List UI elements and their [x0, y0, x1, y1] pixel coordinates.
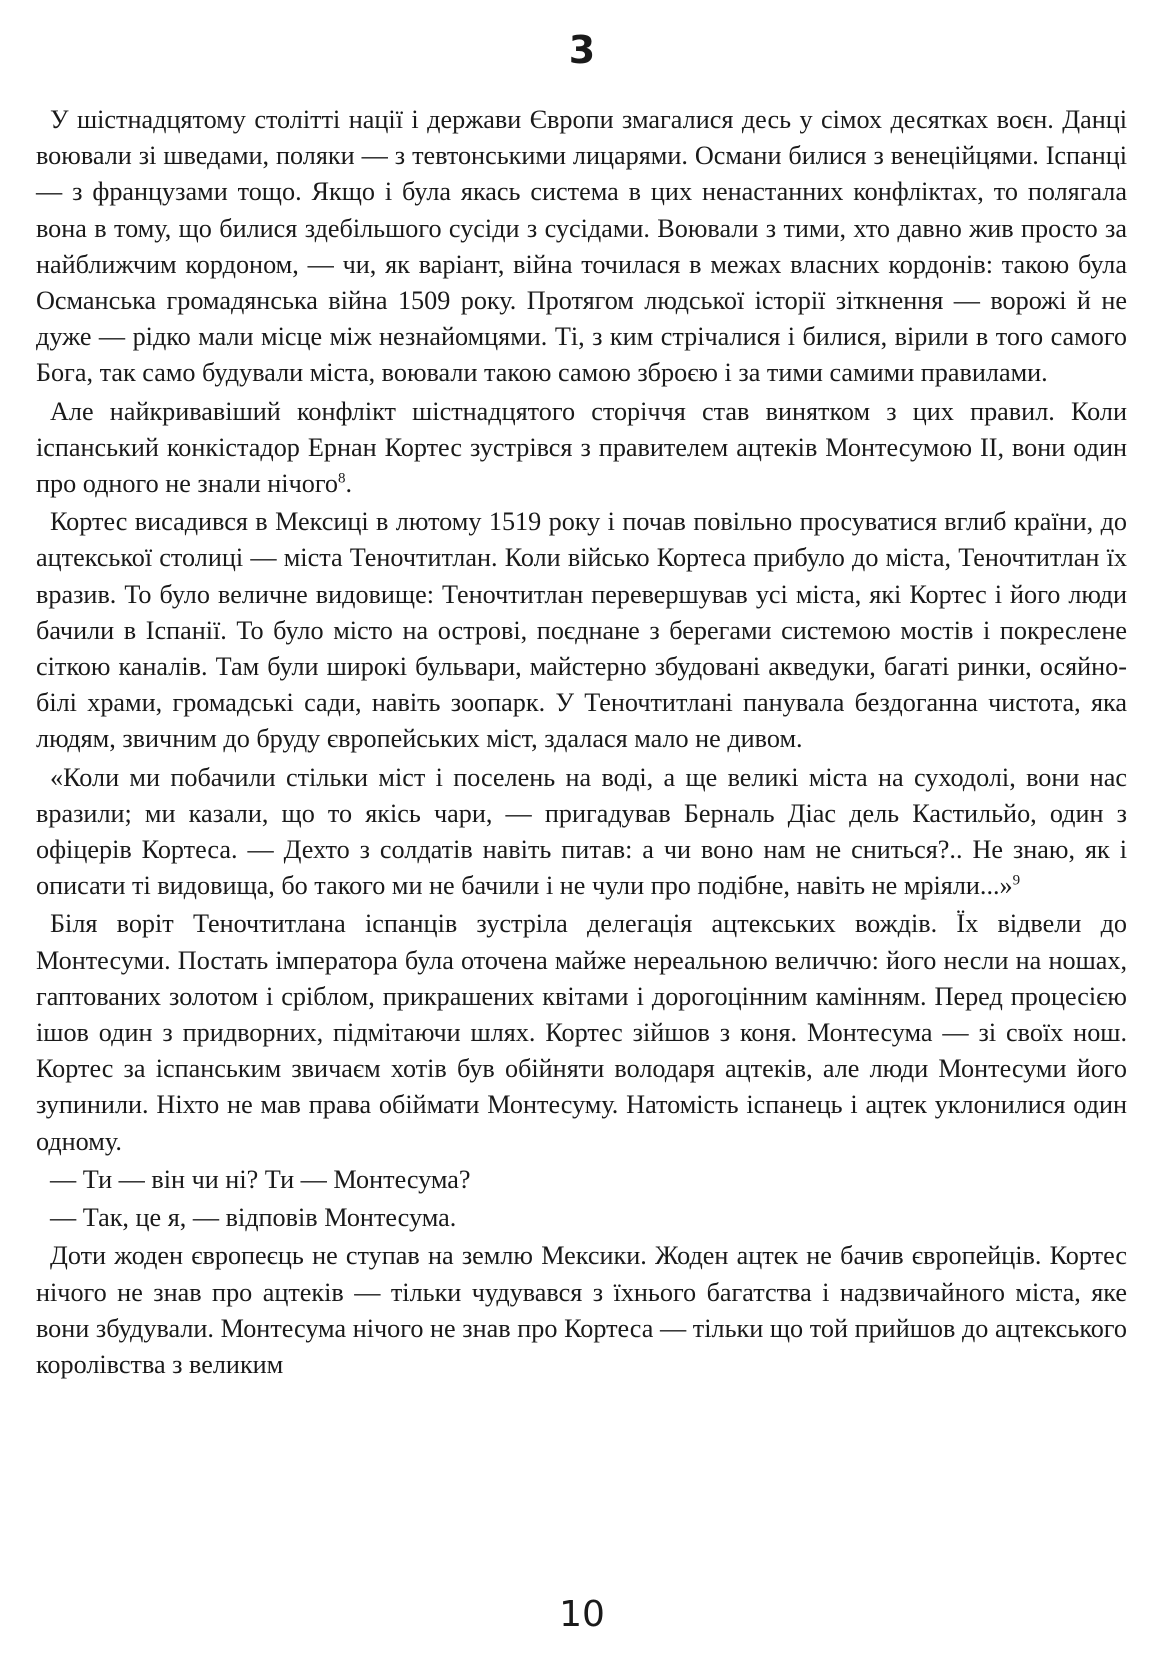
quote-paragraph: [36, 760, 1127, 905]
paragraph: [36, 394, 1127, 503]
paragraph: [36, 906, 1127, 1159]
paragraph: [36, 504, 1127, 757]
footnote-marker: 8: [338, 470, 346, 487]
paragraph-text: У шістнадцятому столітті нації і держави Європи змагалися десь у сімох десятках воєн. Данці воювали зі шведами, поляки — з тевтонськими лицарями. Османи билися з венеційцями. Іспанці — з французами тощо. Якщо і була якась система в цих ненастанних конфліктах, то полягала вона в тому, що билися здебільшого сусіди з сусідами. Воювали з тими, хто давно жив просто за найближчим кордоном, — чи, як варіант, війна точилася в межах власних кордонів: такою була Османська громадянська війна 1509 року. Протягом людської історії зіткнення — ворожі й не дуже — рідко мали місце між незнайомцями. Ті, з ким стрічалися і билися, вірили в того самого Бога, так само будували міста, воювали такою самою зброєю і за тими самими правилами.: [36, 105, 1127, 388]
paragraph: [36, 102, 1127, 392]
paragraph-text-end: .: [345, 469, 353, 499]
chapter-number: 3: [568, 28, 596, 72]
dialogue-line: [36, 1162, 1127, 1198]
text-body: [36, 102, 1127, 1385]
paragraph-text: — Ти — він чи ні? Ти — Монтесума?: [50, 1164, 471, 1194]
paragraph-text: Біля воріт Теночтитлана іспанців зустріла делегація ацтекських вождів. Їх відвели до Монтесуми. Постать імператора була оточена майже нереальною величчю: його несли на ношах, гаптованих золотом і сріблом, прикрашених квітами і дорогоцінним камінням. Перед процесією ішов один з придворних, підмітаючи шлях. Кортес зійшов з коня. Монтесума — зі своїх нош. Кортес за іспанським звичаєм хотів був обійняти володаря ацтеків, але люди Монтесуми його зупинили. Ніхто не мав права обіймати Монтесуму. Натомість іспанець і ацтек уклонилися один одному.: [36, 909, 1127, 1156]
footnote-marker: 9: [1012, 872, 1021, 889]
paragraph-text: «Коли ми побачили стільки міст і поселень на воді, а ще великі міста на суходолі, вони нас вразили; ми казали, що то якісь чари, — пригадував Берналь Діас дель Кастильйо, один з офіцерів Кортеса. — Дехто з солдатів навіть питав: а чи воно нам не сниться?.. Не знаю, як і описати ті видовища, бо такого ми не бачили і не чули про подібне, навіть не мріяли...»: [36, 762, 1127, 901]
paragraph-text: Кортес висадився в Мексиці в лютому 1519 року і почав повільно просуватися вглиб країни, до ацтекської столиці — міста Теночтитлан. Коли військо Кортеса прибуло до міста, Теночтитлан їх вразив. То було величне видовище: Теночтитлан перевершував усі міста, які Кортес і його люди бачили в Іспанії. То було місто на острові, поєднане з берегами системою мостів і покреслене сіткою каналів. Там були широкі бульвари, майстерно збудовані акведуки, багаті ринки, осяйно-білі храми, громадські сади, навіть зоопарк. У Теночтитлані панувала бездоганна чистота, яка людям, звичним до бруду європейських міст, здалася мало не дивом.: [36, 507, 1127, 754]
paragraph-text: Доти жоден європеєць не ступав на землю Мексики. Жоден ацтек не бачив європейців. Кортес нічого не знав про ацтеків — тільки чудувався з їхнього багатства і надзвичайного міста, яке вони збудували. Монтесума нічого не знав про Кортеса — тільки що той прийшов до ацтекського королівства з великим: [36, 1241, 1127, 1379]
paragraph-text: Але найкривавіший конфлікт шістнадцятого сторіччя став винятком з цих правил. Коли іспанський конкістадор Ернан Кортес зустрівся з правителем ацтеків Монтесумою II, вони один про одного не знали нічого: [36, 396, 1127, 499]
paragraph: [36, 1238, 1127, 1383]
dialogue-line: [36, 1200, 1127, 1236]
paragraph-text: — Так, це я, — відповів Монтесума.: [50, 1203, 457, 1233]
page-number: 10: [559, 1594, 605, 1635]
